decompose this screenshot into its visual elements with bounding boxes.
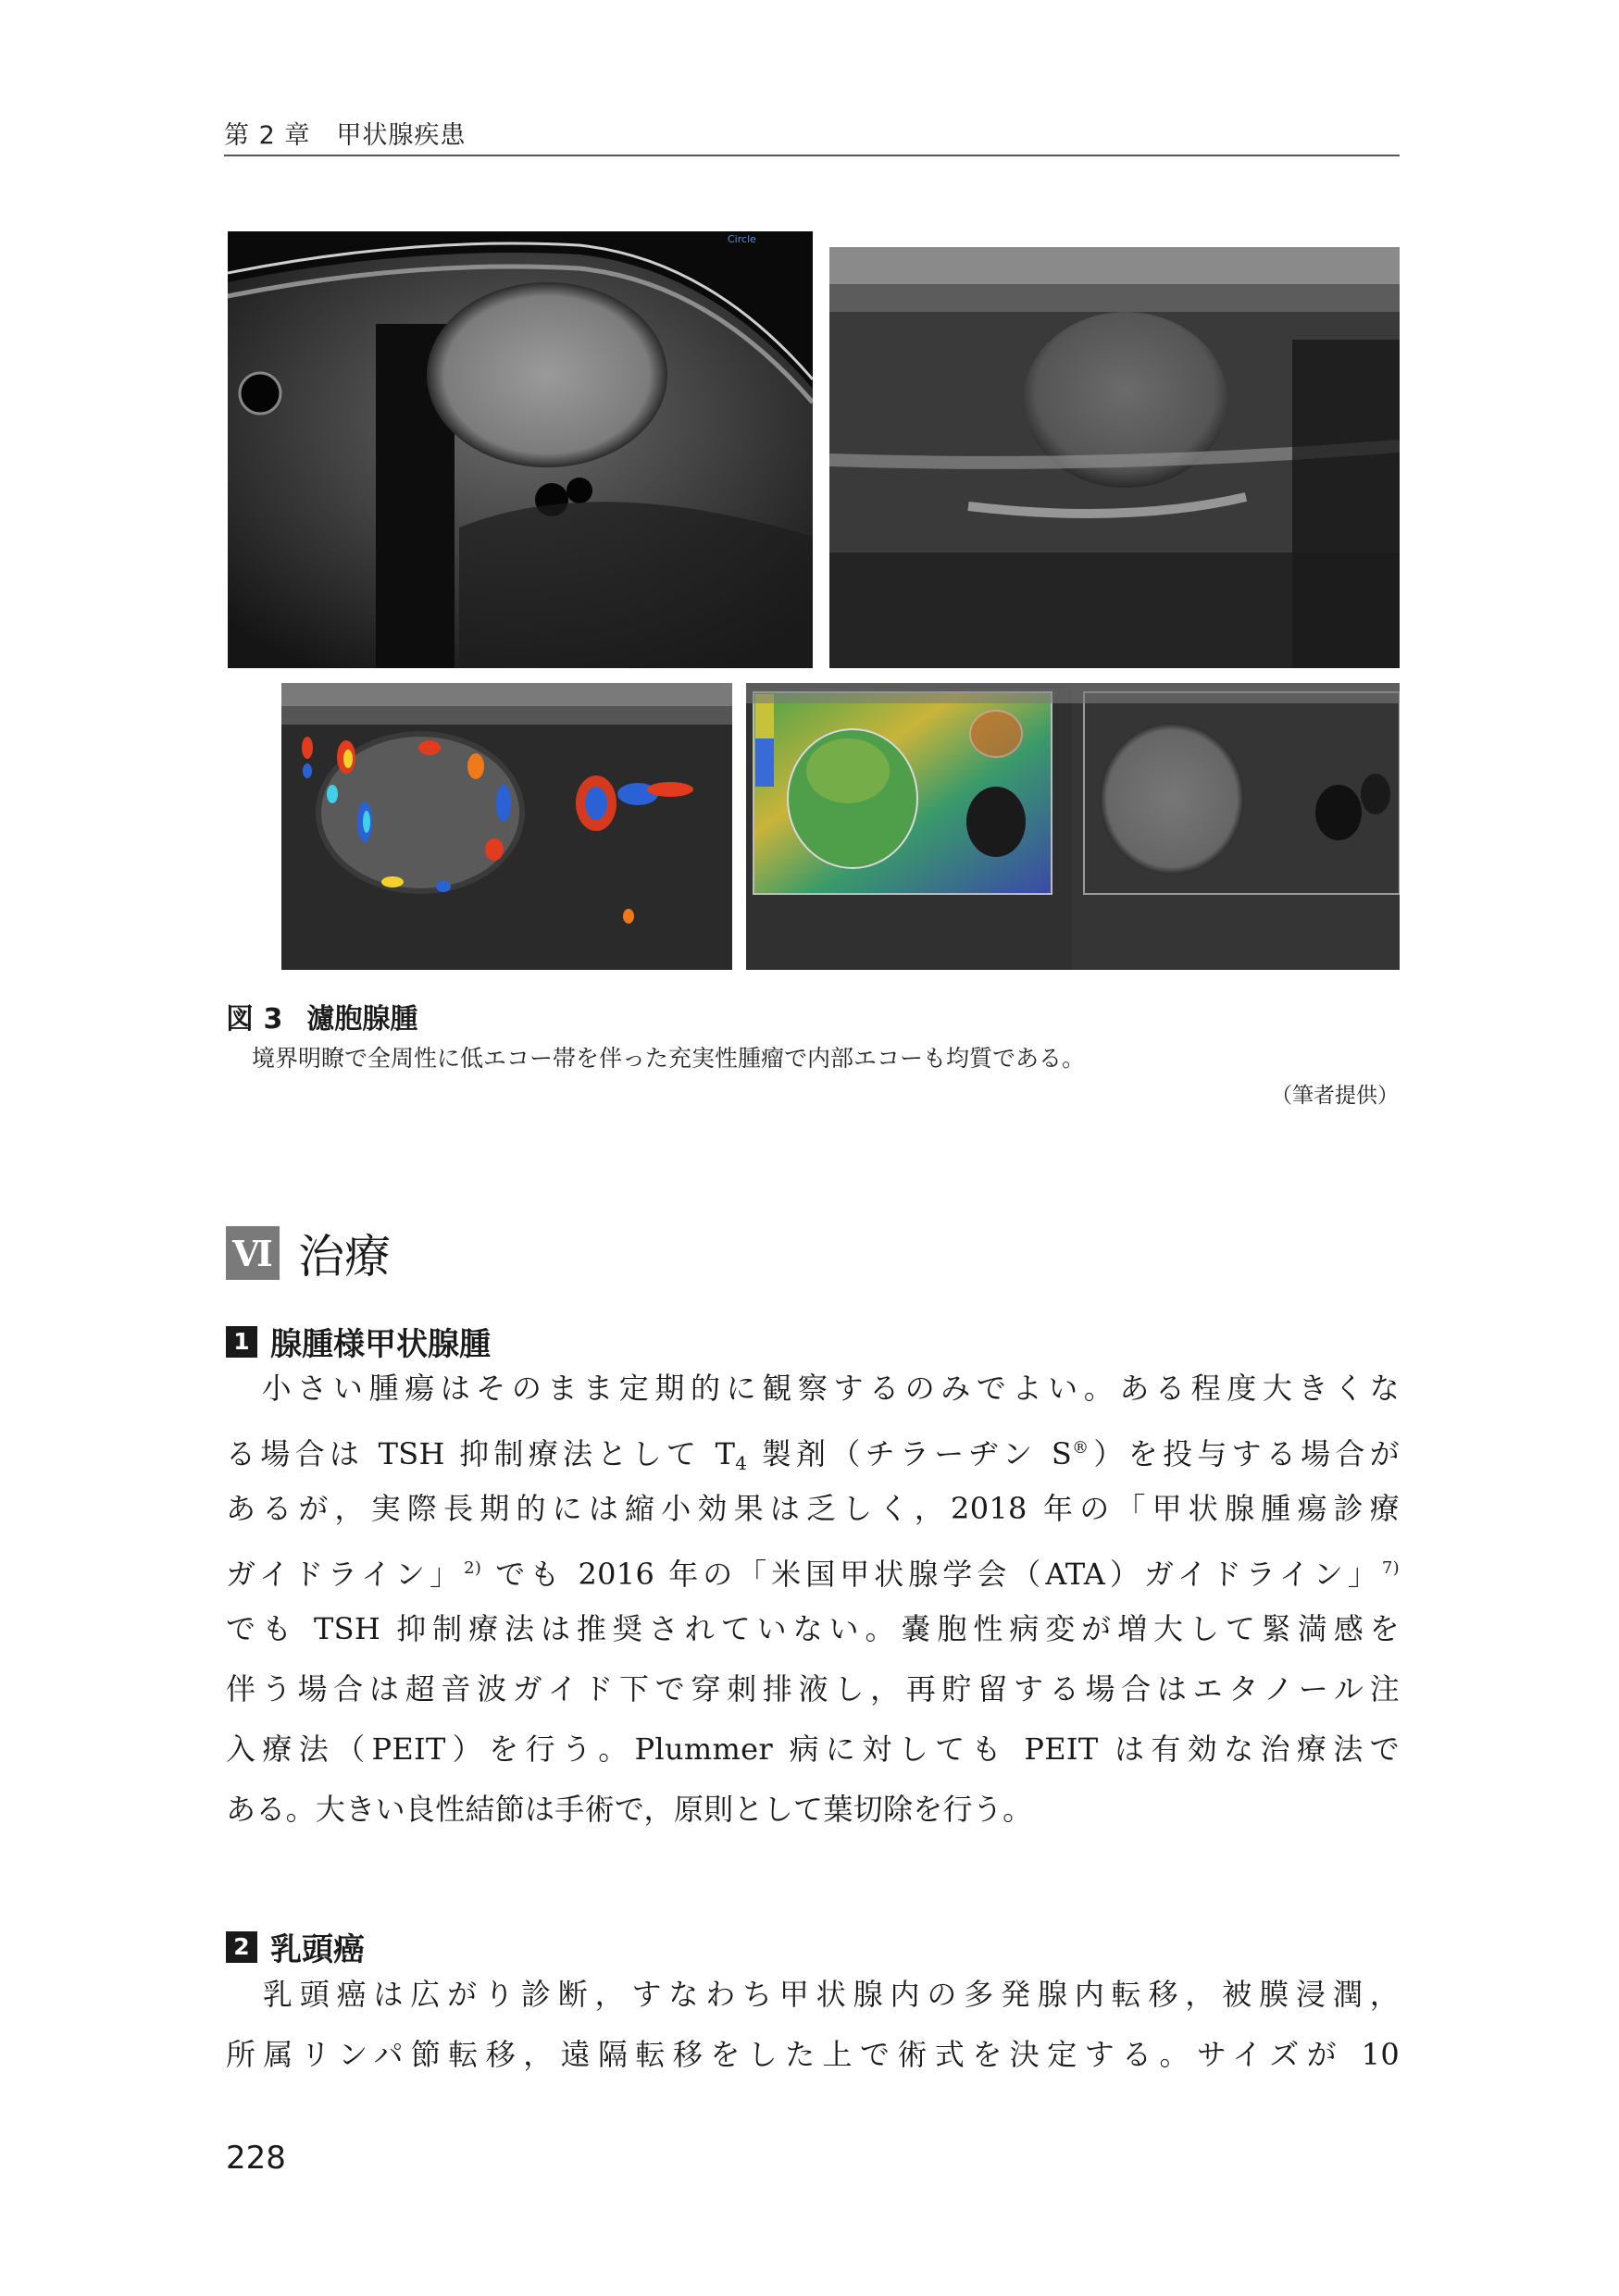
paragraph-line: ガイドライン」$^{2)}$ でも 2016 年の「米国甲状腺学会（ATA）ガイドライン」$^{7)}$: [226, 1557, 1400, 1592]
elastography-image: [746, 683, 1400, 970]
figure-title: [226, 996, 417, 1036]
citation: 2): [464, 1558, 482, 1578]
paragraph-line: 伴う場合は超音波ガイド下で穿刺排液し，再貯留する場合はエタノール注: [226, 1671, 1400, 1706]
section-numeral: Ⅵ: [226, 1226, 280, 1280]
paragraph-line: 所属リンパ節転移，遠隔転移をした上で術式を決定する。サイズが 10: [226, 2037, 1400, 2072]
paragraph-line: 乳頭癌は広がり診断，すなわち甲状腺内の多発腺内転移，被膜浸潤，: [226, 1977, 1400, 2012]
subsection-title: 腺腫様甲状腺腫: [270, 1326, 491, 1363]
paragraph-line: でも TSH 抑制療法は推奨されていない。嚢胞性病変が増大して緊満感を: [226, 1611, 1400, 1646]
subsection-number: 2: [226, 1931, 257, 1963]
subsection-heading-1: [226, 1319, 491, 1364]
figure-label: 図 3: [226, 1003, 283, 1036]
panel-watermark: Circle: [728, 233, 756, 245]
paragraph-line: る場合は TSH 抑制療法として $T_4$ 製剤（チラーヂン S®）を投与する場合が: [226, 1436, 1401, 1474]
figure-name: 濾胞腺腫: [306, 1003, 418, 1036]
subsection-number: 1: [226, 1326, 257, 1358]
running-head: 第 2 章 甲状腺疾患: [224, 121, 467, 150]
paragraph-line: 小さい腫瘍はそのまま定期的に観察するのみでよい。ある程度大きくな: [226, 1371, 1400, 1406]
ultrasound-image-2: [829, 247, 1400, 668]
section-heading: [226, 1223, 391, 1283]
figure-caption: 境界明瞭で全周性に低エコー帯を伴った充実性腫瘤で内部エコーも均質である。: [252, 1045, 1086, 1072]
section-title: 治療: [298, 1230, 391, 1284]
subsection-heading-2: [226, 1924, 365, 1969]
figure-credit: （筆者提供）: [1271, 1084, 1399, 1108]
doppler-image: [281, 683, 732, 970]
paragraph-line: あるが，実際長期的には縮小効果は乏しく，2018 年の「甲状腺腫瘍診療: [226, 1491, 1400, 1526]
subsection-title: 乳頭癌: [270, 1931, 365, 1968]
ultrasound-image-1: [228, 231, 813, 668]
header-rule: [224, 155, 1400, 156]
paragraph-line: ある。大きい良性結節は手術で，原則として葉切除を行う。: [226, 1792, 1033, 1827]
paragraph-line: 入療法（PEIT）を行う。Plummer 病に対しても PEIT は有効な治療法で: [226, 1731, 1400, 1767]
page-number: 228: [226, 2140, 286, 2177]
citation: 7): [1381, 1558, 1400, 1578]
